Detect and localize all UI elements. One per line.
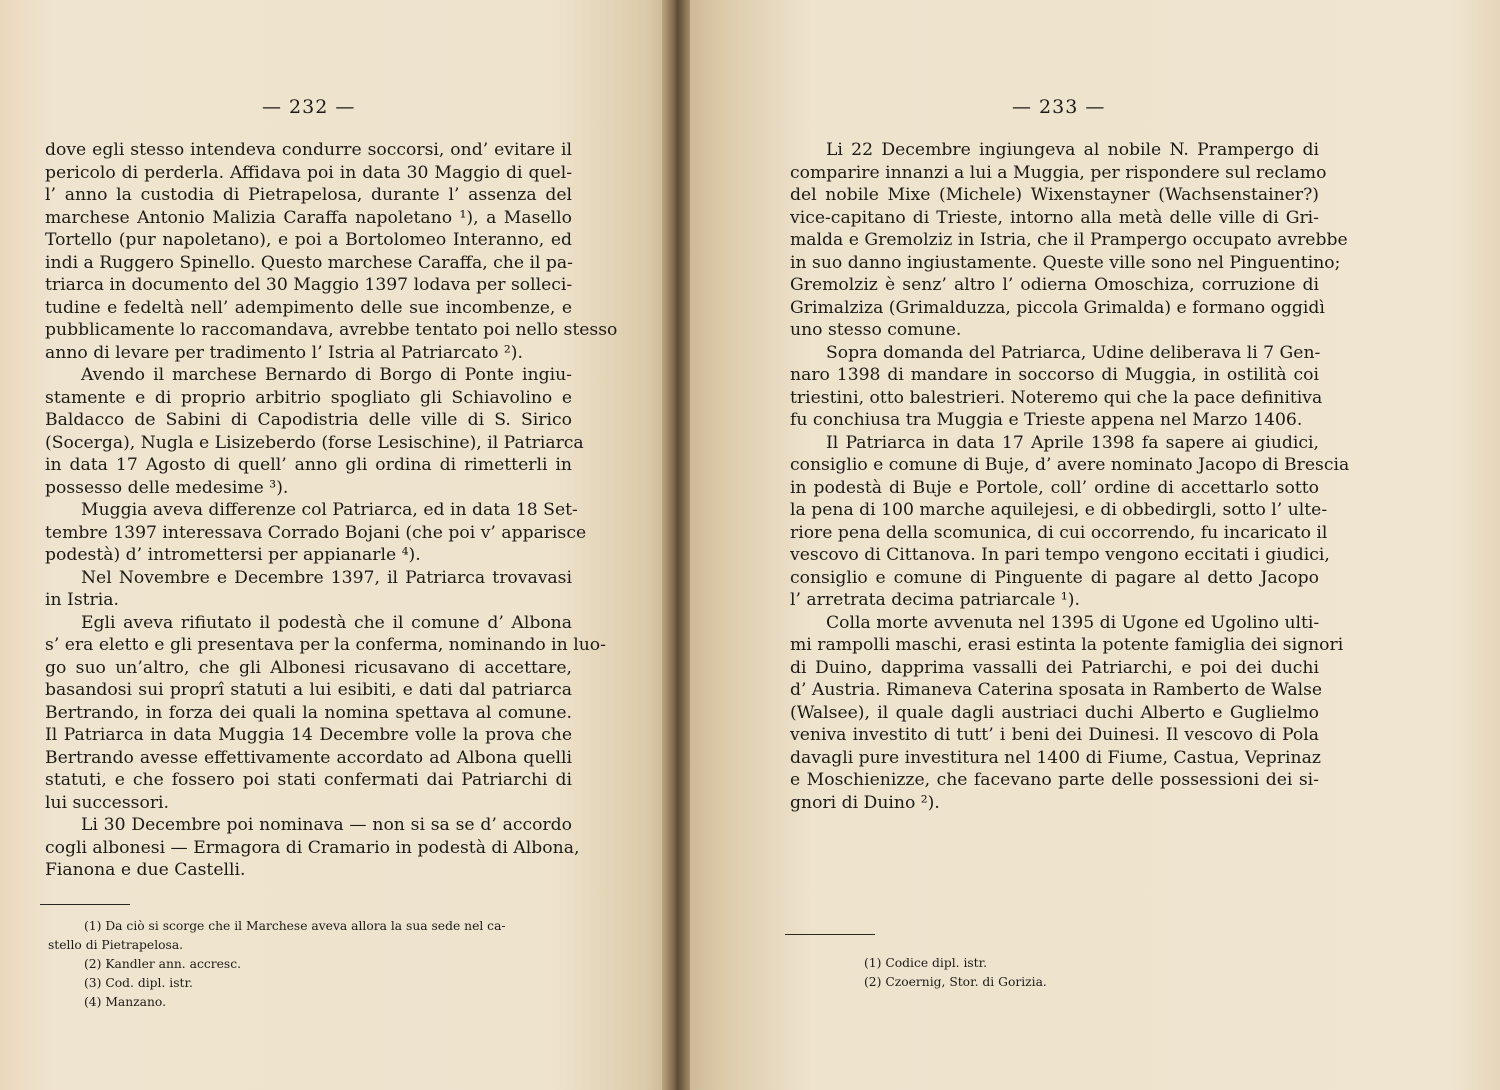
paragraph [45, 814, 580, 882]
text-line: l’ arretrata decima patriarcale ¹). [790, 590, 1080, 610]
footnote: (3) Cod. dipl. istr. [84, 976, 193, 990]
text-line: davagli pure investitura nel 1400 di Fiume, Castua, Veprinaz [790, 747, 1321, 768]
text-line: Baldacco de Sabini di Capodistria delle ville di S. Sirico [45, 410, 572, 430]
text-line: consiglio e comune di Pinguente di pagare al detto Jacopo [790, 567, 1319, 588]
text-line: (Walsee), il quale dagli austriaci duchi Alberto e Guglielmo [790, 702, 1319, 723]
footnote: (1) Codice dipl. istr. [864, 956, 988, 970]
text-line: tudine e fedeltà nell’ adempimento delle sue incombenze, e [45, 297, 572, 318]
text-line: go suo un’altro, che gli Albonesi ricusavano di accettare, [45, 657, 572, 678]
text-line: la pena di 100 marche aquilejesi, e di obbedirgli, sotto l’ ulte- [790, 500, 1328, 520]
text-line: Gremolziz è senz’ altro l’ odierna Omoschiza, corruzione di [790, 275, 1319, 295]
page-number-right: — 233 — [1012, 96, 1106, 118]
book-gutter [662, 0, 690, 1090]
text-line: l’ anno la custodia di Pietrapelosa, durante l’ assenza del [45, 185, 572, 205]
text-line: Li 30 Decembre poi nominava — non si sa se d’ accordo [81, 815, 572, 835]
text-line: pubblicamente lo raccomandava, avrebbe tentato poi nello stesso [45, 320, 618, 340]
footnote-rule-left [40, 904, 130, 905]
left-footnotes [48, 917, 578, 1012]
text-line: fu conchiusa tra Muggia e Trieste appena nel Marzo 1406. [790, 410, 1303, 430]
text-line: stamente e di proprio arbitrio spogliato gli Schiavolino e [45, 387, 572, 408]
text-line: malda e Gremolziz in Istria, che il Prampergo occupato avrebbe [790, 230, 1348, 250]
text-line: possesso delle medesime ³). [45, 477, 289, 498]
text-line: in Istria. [45, 590, 119, 610]
paragraph [790, 342, 1323, 432]
footnote: (4) Manzano. [84, 995, 166, 1009]
text-line: uno stesso comune. [790, 320, 962, 340]
left-page-body [45, 139, 618, 882]
text-line: gnori di Duino ²). [790, 792, 940, 813]
text-line: marchese Antonio Malizia Caraffa napoletano ¹), a Masello [45, 207, 572, 228]
text-line: cogli albonesi — Ermagora di Cramario in podestà di Albona, [45, 837, 580, 858]
text-line: d’ Austria. Rimaneva Caterina sposata in Ramberto de Walse [790, 680, 1323, 700]
footnote: (2) Kandler ann. accresc. [84, 957, 241, 971]
page-number-left: — 232 — [262, 96, 356, 118]
text-line: s’ era eletto e gli presentava per la conferma, nominando in luo- [45, 635, 606, 655]
text-line: riore pena della scomunica, di cui occorrendo, fu incaricato il [790, 522, 1328, 543]
text-line: Bertrando, in forza dei quali la nomina spettava al comune. [45, 702, 572, 723]
paragraph [790, 139, 1348, 342]
text-line: statuti, e che fossero poi stati confermati dai Patriarchi di [45, 770, 572, 790]
text-line: mi rampolli maschi, erasi estinta la potente famiglia dei signori [790, 635, 1344, 655]
text-line: (Socerga), Nugla e Lisizeberdo (forse Lesischine), il Patriarca [45, 432, 584, 453]
paragraph [45, 567, 572, 612]
text-line: vescovo di Cittanova. In pari tempo vengono eccitati i giudici, [790, 545, 1330, 565]
text-line: Il Patriarca in data 17 Aprile 1398 fa sapere ai giudici, [826, 432, 1319, 453]
text-line: naro 1398 di mandare in soccorso di Muggia, in ostilità coi [790, 365, 1319, 385]
text-line: in suo danno ingiustamente. Queste ville sono nel Pinguentino; [790, 252, 1341, 273]
paragraph [45, 139, 618, 364]
text-line: comparire innanzi a lui a Muggia, per rispondere sul reclamo [790, 162, 1327, 183]
text-line: triarca in documento del 30 Maggio 1397 lodava per solleci- [45, 275, 573, 295]
text-line: indi a Ruggero Spinello. Questo marchese Caraffa, che il pa- [45, 252, 573, 273]
paragraph [45, 499, 587, 567]
text-line: lui successori. [45, 792, 170, 813]
text-line: podestà) d’ intromettersi per appianarle ⁴). [45, 545, 421, 565]
right-footnotes [828, 954, 1228, 992]
right-page-body [790, 139, 1350, 814]
text-line: Il Patriarca in data Muggia 14 Decembre volle la prova che [45, 725, 572, 745]
footnote: (1) Da ciò si scorge che il Marchese aveva allora la sua sede nel ca- [84, 919, 506, 933]
text-line: Egli aveva rifiutato il podestà che il comune d’ Albona [81, 612, 572, 633]
paragraph [45, 612, 606, 815]
paragraph [45, 364, 584, 499]
text-line: basandosi sui proprî statuti a lui esibiti, e dati dal patriarca [45, 680, 572, 700]
text-line: Grimalziza (Grimalduzza, piccola Grimalda) e formano oggidì [790, 297, 1325, 318]
text-line: Nel Novembre e Decembre 1397, il Patriarca trovavasi [81, 567, 572, 588]
text-line: del nobile Mixe (Michele) Wixenstayner (Wachsenstainer?) [790, 185, 1319, 205]
text-line: Li 22 Decembre ingiungeva al nobile N. Prampergo di [826, 140, 1319, 160]
text-line: in data 17 Agosto di quell’ anno gli ordina di rimetterli in [45, 455, 572, 475]
right-page [680, 0, 1500, 1090]
text-line: veniva investito di tutt’ i beni dei Duinesi. Il vescovo di Pola [790, 725, 1319, 745]
text-line: consiglio e comune di Buje, d’ avere nominato Jacopo di Brescia [790, 455, 1350, 475]
text-line: anno di levare per tradimento l’ Istria al Patriarcato ²). [45, 342, 523, 363]
text-line: di Duino, dapprima vassalli dei Patriarchi, e poi dei duchi [790, 657, 1319, 678]
text-line: pericolo di perderla. Affidava poi in data 30 Maggio di quel- [45, 162, 572, 183]
paragraph [790, 612, 1344, 815]
text-line: dove egli stesso intendeva condurre soccorsi, ond’ evitare il [45, 140, 572, 160]
footnote: (2) Czoernig, Stor. di Gorizia. [864, 975, 1047, 989]
text-line: Bertrando avesse effettivamente accordato ad Albona quelli [45, 747, 572, 768]
text-line: Muggia aveva differenze col Patriarca, ed in data 18 Set- [81, 500, 578, 520]
text-line: Colla morte avvenuta nel 1395 di Ugone ed Ugolino ulti- [826, 612, 1320, 633]
text-line: Avendo il marchese Bernardo di Borgo di Ponte ingiu- [81, 365, 572, 385]
text-line: Sopra domanda del Patriarca, Udine deliberava li 7 Gen- [826, 342, 1321, 363]
text-line: tembre 1397 interessava Corrado Bojani (che poi v’ apparisce [45, 522, 587, 543]
text-line: in podestà di Buje e Portole, coll’ ordine di accettarlo sotto [790, 477, 1319, 498]
text-line: e Moschienizze, che facevano parte delle possessioni dei si- [790, 770, 1319, 790]
text-line: triestini, otto balestrieri. Noteremo qui che la pace definitiva [790, 387, 1323, 408]
footnote-rule-right [785, 934, 875, 935]
text-line: Fianona e due Castelli. [45, 860, 246, 880]
paragraph [790, 432, 1350, 612]
text-line: Tortello (pur napoletano), e poi a Bortolomeo Interanno, ed [45, 230, 572, 250]
left-page [0, 0, 672, 1090]
footnote: stello di Pietrapelosa. [48, 938, 184, 952]
text-line: vice-capitano di Trieste, intorno alla metà delle ville di Gri- [790, 207, 1319, 228]
